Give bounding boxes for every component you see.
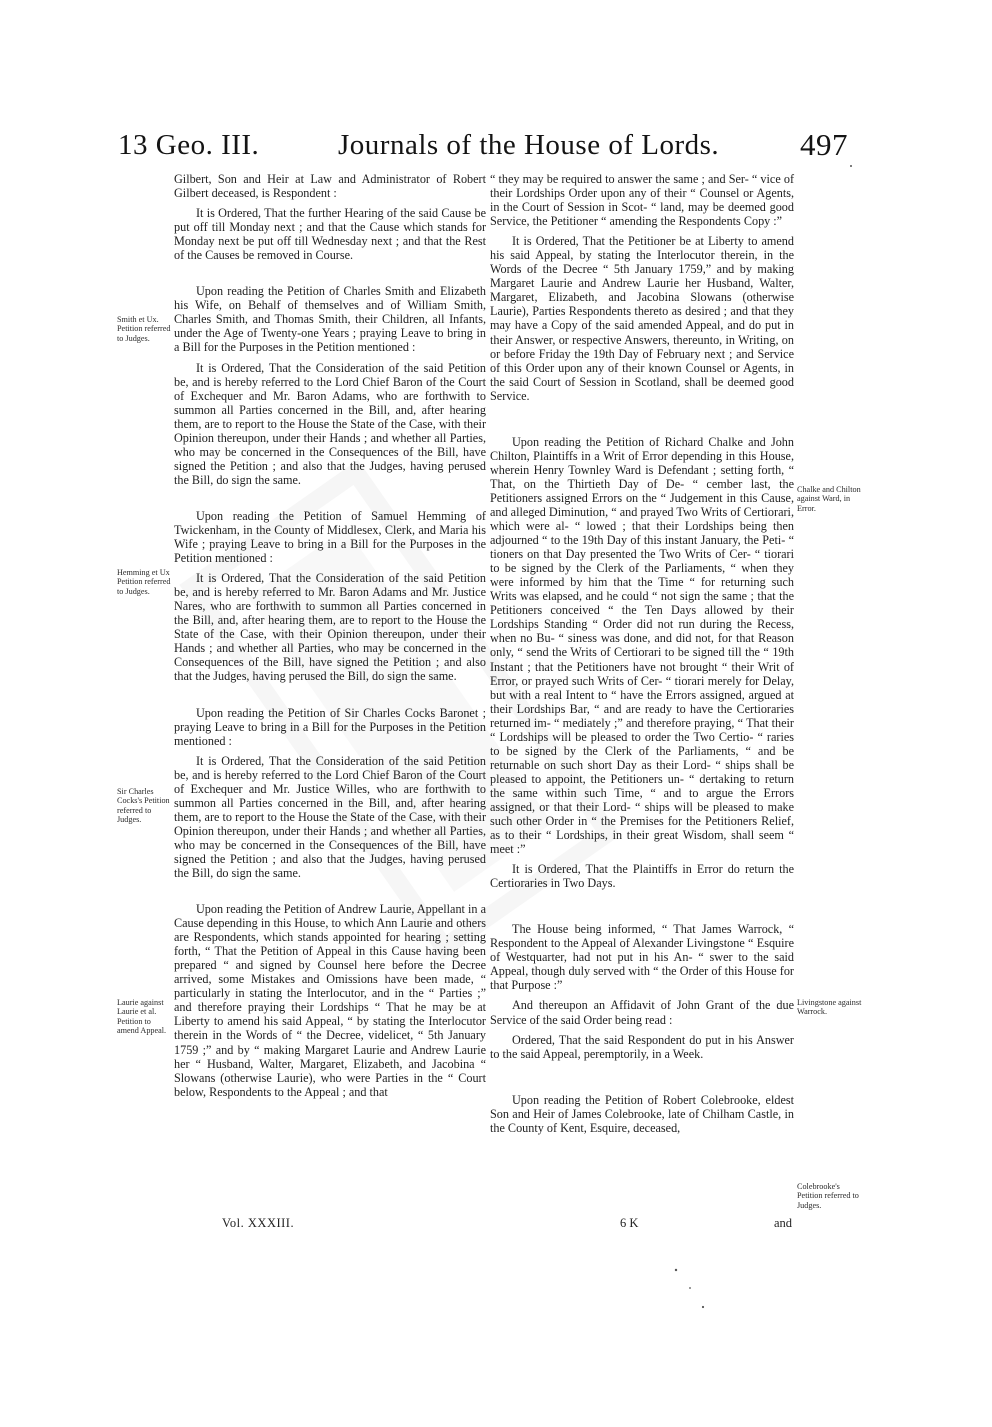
volume-footer: Vol. XXXIII.	[222, 1216, 295, 1230]
paragraph: “ they may be required to answer the same ; and Ser- “ vice of their Lordships Order upon any of their “ Counsel or Agents, in the Court of Session in Scot- “ land, may be deemed good Service, the Petitioner “ amending the Respondents Copy :”	[490, 172, 794, 229]
running-head-regnal-year: 13 Geo. III.	[118, 129, 260, 161]
paragraph: Upon reading the Petition of Charles Smith and Elizabeth his Wife, on Behalf of themselves and of William Smith, Charles Smith, and Thomas Smith, their Children, all Infants, under the Age of Twenty-one Years ; praying Leave to bring in a Bill for the Purposes in the Petition mentioned :	[174, 284, 486, 355]
paragraph: Upon reading the Petition of Samuel Hemming of Twickenham, in the County of Middlesex, Clerk, and Maria his Wife ; praying Leave to bring in a Bill for the Purposes in the Petition mentioned :	[174, 508, 486, 566]
paragraph: It is Ordered, That the further Hearing of the said Cause be put off till Monday next ; and that the Cause which stands for Monday next be put off till Wednesday next ; and that the Rest of the Causes be removed in Course.	[174, 206, 486, 263]
paragraph: The House being informed, “ That James Warrock, “ Respondent to the Appeal of Alexander Livingstone “ Esquire of Westquarter, had not put in his An- “ swer to the said Appeal, though duly served with “ the Order of this House for that Purpose :”	[490, 922, 794, 993]
paragraph: It is Ordered, That the Plaintiffs in Error do return the Certioraries in Two Days.	[490, 862, 794, 891]
paragraph: It is Ordered, That the Consideration of the said Petition be, and is hereby referred to the Lord Chief Baron of the Court of Exchequer and Mr. Justice Willes, who are forthwith to summon all Parties concerned in the Bill, and, after hearing them, are to report to the House the State of the Case, with their Opinion thereupon, under their Hands ; and whether all Parties, who may be concerned in the Consequences of the Bill, have signed the Petition ; and also that the Judges, having perused the Bill, do sign the same.	[174, 753, 486, 881]
margin-note-smith: Smith et Ux. Petition referred to Judges.	[117, 315, 171, 343]
margin-note-colebrooke: Colebrooke's Petition referred to Judges.	[797, 1182, 859, 1210]
signature-mark: 6 K	[620, 1216, 639, 1230]
paragraph: It is Ordered, That the Petitioner be at Liberty to amend his said Appeal, by stating the Interlocutor therein, in the Words of the Decree “ 5th January 1759,” and by making Margaret Laurie and Andrew Laurie her Husband, Walter, Margaret, Elizabeth, and Jacobina Slowans (otherwise Laurie), Parties Respondents thereto as desired ; and that they may have a Copy of the said amended Appeal, and do put in their Answer, or respective Answers, thereunto, in Writing, on or before Friday the 19th Day of February next ; and Service of this Order upon any of their known Counsel or Agents, in the said Court of Session in Scotland, shall be deemed good Service.	[490, 234, 794, 403]
paragraph: Upon reading the Petition of Andrew Laurie, Appellant in a Cause depending in this House, to which Ann Laurie and others are Respondents, which stands appointed for hearing ; setting forth, “ That the Petition of Appeal in this Cause having been prepared “ and signed by Counsel here before the Decree arrived, some Mistakes and Omissions have been made, “ particularly in stating the Interlocutor, and in the “ Parties ;” and therefore praying their Lordships “ That he may be at Liberty to amend his said Appeal, “ by stating the Interlocutor therein in the Words of “ the Decree, videlicet, “ 5th January 1759 ;” and by “ making Margaret Laurie and Andrew Laurie her “ Husband, Walter, Margaret, Elizabeth, and Jacobina “ Slowans (otherwise Laurie), who were Parties in the “ Court below, Respondents to the Appeal ; and that	[174, 902, 486, 1099]
margin-note-livingstone: Livingstone against Warrock.	[797, 998, 862, 1017]
paragraph: It is Ordered, That the Consideration of the said Petition be, and is hereby referred to Mr. Baron Adams and Mr. Justice Nares, who are forthwith to summon all Parties concerned in the Bill, and, after hearing them, are to report to the House the State of the Case, with their Opinion thereupon, under their Hands ; and whether all Parties, who may be concerned in the Consequences of the Bill, have signed the Petition ; and also that the Judges, having perused the Bill, do sign the same.	[174, 571, 486, 684]
margin-note-cocks: Sir Charles Cocks's Petition referred to Judges.	[117, 787, 170, 824]
paragraph: Ordered, That the said Respondent do put in his Answer to the said Appeal, peremptorily, in a Week.	[490, 1032, 794, 1061]
paragraph: Upon reading the Petition of Richard Chalke and John Chilton, Plaintiffs in a Writ of Error depending in this House, wherein Henry Townley Ward is Defendant ; setting forth, “ That, on the Thirtieth Day of De- “ cember last, the Petitioners assigned Errors on the “ Judgement in this Cause, and alleged Diminution, “ and prayed Two Writs of Certiorari, which were al- “ lowed ; that their Lordships being then adjourned “ to the 19th Day of this instant January, the Peti- “ tioners on that Day presented the Two Writs of Cer- “ tiorari to be signed by the Clerk of the Parliaments, “ when they were informed by him that the Time “ for returning such Writs was elapsed, and he could “ not sign the same ; that the Petitioners conceived “ the Ten Days allowed by their Lordships Standing “ Order did not run during the Recess, when no Bu- “ siness was done, and did not, for that Reason only, “ send the Writs of Certiorari to be signed till the “ 19th Instant ; that the Petitioners have not brought “ their Writ of Error, or prayed such Writs of Cer- “ tiorari merely for Delay, but with a real Intent to “ have the Errors assigned, argued at their Lordships Bar, “ and are ready to have the Certioraries returned im- “ mediately ;” and therefore praying, “ That their “ Lordships will be pleased to order the Two Certio- “ raries to be signed by the Clerk of the Parliaments, “ and be returnable on such short Day as their Lord- “ ships shall be pleased to appoint, the Petitioners un- “ dertaking to return the same within such Time, “ and to argue the Errors assigned, or that their Lord- “ ships will be pleased to make such other Order in “ the Premises for the Petitioners Relief, as to their “ Lordships, in their great Wisdom, shall seem “ meet :”	[490, 434, 794, 857]
margin-note-chalke: Chalke and Chilton against Ward, in Error.	[797, 485, 861, 513]
paragraph: Gilbert, Son and Heir at Law and Administrator of Robert Gilbert deceased, is Respondent :	[174, 172, 486, 201]
page-number: 497	[800, 127, 848, 162]
paragraph: Upon reading the Petition of Sir Charles Cocks Baronet ; praying Leave to bring in a Bill for the Purposes in the Petition mentioned :	[174, 705, 486, 748]
margin-note-laurie: Laurie against Laurie et al. Petition to amend Appeal.	[117, 998, 167, 1035]
running-head-title: Journals of the House of Lords.	[338, 129, 720, 161]
catchword: and	[774, 1216, 793, 1230]
paragraph: And thereupon an Affidavit of John Grant of the due Service of the said Order being read :	[490, 998, 794, 1027]
paragraph: Upon reading the Petition of Robert Colebrooke, eldest Son and Heir of James Colebrooke, late of Chilham Castle, in the County of Kent, Esquire, deceased,	[490, 1092, 794, 1135]
paragraph: It is Ordered, That the Consideration of the said Petition be, and is hereby referred to the Lord Chief Baron of the Court of Exchequer and Mr. Baron Adams, who are forthwith to summon all Parties concerned in the Bill, and, after hearing them, are to report to the House the State of the Case, with their Opinion thereupon, under their Hands ; and whether all Parties, who may be concerned in the Consequences of the Bill, have signed the Petition ; and also that the Judges, having perused the Bill, do sign the same.	[174, 360, 486, 487]
margin-note-hemming: Hemming et Ux Petition referred to Judges.	[117, 568, 171, 596]
